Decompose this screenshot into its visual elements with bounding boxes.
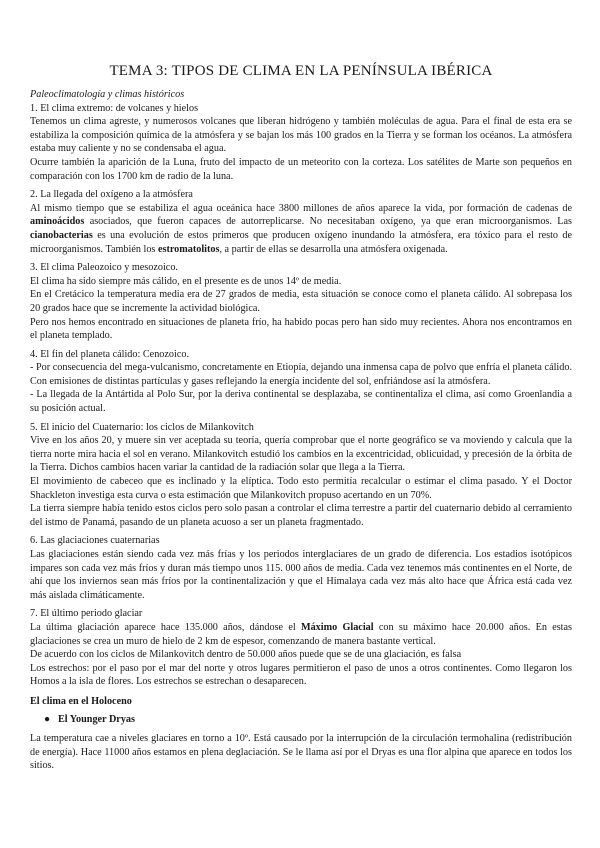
bullet-item [44, 713, 572, 727]
text-run: - La llegada de la Antártida al Polo Sur, por la deriva continental se desplazaba, se continentaliza el clima, así como Groenlandia a su posición actual. [30, 389, 572, 415]
text-run: Vive en los años 20, y muere sin ver aceptada su teoría, quería comprobar que el norte geográfico se va moviendo y calcula que la tierra norte mira hacia el sol en verano. Milankovitch estudió los cambios en la excentricidad, oblicuidad, y precesión de la órbita de la Tierra. Dichos cambios hacen variar la cantidad de la radiación solar que llega a la Tierra. [30, 435, 572, 474]
paragraph [30, 621, 572, 648]
sections-container [30, 102, 572, 689]
text-run: Tenemos un clima agreste, y numerosos volcanes que liberan hidrógeno y también moléculas de agua. Para el final de esta era se estabiliza la composición química de la atmósfera y se bajan los más 100 grados en la Tierra y se forman los océanos. La atmósfera estaba muy caliente y no se condensaba el agua. [30, 116, 572, 155]
bold-term: Máximo Glacial [300, 621, 374, 633]
section-heading: 4. El fin del planeta cálido: Cenozoico. [30, 348, 189, 360]
paragraph [30, 434, 572, 475]
bold-term: aminoácidos [30, 216, 85, 228]
bullet-icon: ● [44, 713, 51, 725]
section [30, 102, 572, 184]
section-heading: 7. El último periodo glaciar [30, 608, 143, 620]
text-run: Pero nos hemos encontrado en situaciones de planeta frío, ha habido pocas pero han sido muy recientes. Ahora nos encontramos en el planeta templado. [30, 316, 572, 342]
bold-term: estromatolitos [157, 243, 220, 255]
bullet-label: El Younger Dryas [58, 713, 135, 725]
text-run: La última glaciación aparece hace 135.000 años, dándose el [30, 621, 301, 633]
document-page [30, 62, 572, 773]
text-run: El clima ha sido siempre más cálido, en el presente es de unos 14º de media. [30, 275, 342, 287]
paragraph [30, 156, 572, 183]
paragraph [30, 475, 572, 502]
text-run: asociados, que fueron capaces de autorreplicarse. No necesitaban oxígeno, ya que eran microorganismos. Las [84, 216, 572, 228]
bold-term: cianobacterias [30, 229, 93, 241]
section [30, 607, 572, 689]
section [30, 188, 572, 256]
section [30, 261, 572, 343]
text-run: De acuerdo con los ciclos de Milankovitch dentro de 50.000 años puede que se de una glaciación, es falsa [30, 649, 462, 661]
text-run: - Por consecuencia del mega-vulcanismo, concretamente en Etiopía, dejando una inmensa capa de polvo que enfría el planeta cálido. Con emisiones de distintas partículas y gases reflejando la energía incidente del sol, enfriándose así la atmósfera. [30, 362, 572, 387]
text-run: El movimiento de cabeceo que es inclinado y la elíptica. Todo esto permitía recalcular o estimar el clima pasado. Y el Doctor Shackleton investiga esta curva o esta estimación que Milankovitch propuso acertando en un 70%. [30, 476, 572, 501]
holoceno-heading: El clima en el Holoceno [30, 695, 132, 707]
section [30, 534, 572, 602]
text-run: con su máximo hace 20.000 años. En estas glaciaciones se crea un muro de hielo de 2 km de espesor, comenzando de manera bastante vertical. [30, 621, 572, 647]
text-run: es una evolución de estos primeros que producen oxígeno inundando la atmósfera, era tóxico para el resto de microorganismos. También los [30, 229, 572, 255]
section-heading: 5. El inicio del Cuaternario: los ciclos de Milankovitch [30, 421, 254, 433]
section-heading: 1. El clima extremo: de volcanes y hielos [30, 102, 199, 114]
paragraph [30, 275, 572, 289]
holoceno-paragraph: La temperatura cae a niveles glaciares en torno a 10º. Está causado por la interrupción de la circulación termohalina (redistribución de energía). Hace 11000 años estamos en plena deglaciación. Se le llama así por el Dryas es una flor alpina que aparece en todos los sitios. [30, 733, 572, 772]
section [30, 348, 572, 416]
section-heading: 6. Las glaciaciones cuaternarias [30, 535, 160, 547]
text-run: Ocurre también la aparición de la Luna, fruto del impacto de un meteorito con la corteza. Los satélites de Marte son pequeños en comparación con los 1700 km de radio de la luna. [30, 156, 572, 182]
paragraph [30, 662, 572, 689]
paragraph [30, 361, 572, 388]
paragraph [30, 648, 572, 662]
text-run: Los estrechos: por el paso por el mar del norte y otros lugares permitieron el paso de unos a otros continentes. Como llegaron los Homos a la isla de flores. Los estrechos se estrechan o desaparecen. [30, 662, 572, 688]
paragraph [30, 316, 572, 343]
text-run: , a partir de ellas se desarrolla una atmósfera oxigenada. [219, 243, 448, 255]
text-run: En el Cretácico la temperatura media era de 27 grados de media, esta situación se conoce como el planeta cálido. Al sobrepasa los 20 grados hace que se incremente la actividad biológica. [30, 289, 572, 314]
page-title: TEMA 3: TIPOS DE CLIMA EN LA PENÍNSULA IBÉRICA [109, 63, 493, 79]
section-heading: 2. La llegada del oxígeno a la atmósfera [30, 189, 193, 201]
paragraph [30, 115, 572, 156]
text-run: Al mismo tiempo que se estabiliza el agua oceánica hace 3800 millones de años aparece la vida, por formación de cadenas de [30, 202, 572, 214]
paragraph [30, 502, 572, 529]
paragraph [30, 202, 572, 256]
paragraph [30, 288, 572, 315]
section-heading: 3. El clima Paleozoico y mesozoico. [30, 262, 178, 274]
text-run: Las glaciaciones están siendo cada vez más frías y los periodos interglaciares de un grado de diferencia. Los estadios isotópicos impares son cada vez más fríos y duran más tiempo unos 115. 000 años de media. Cada vez tenemos más continentes en el Norte, de ahí que los inviernos sean más fríos por la continentalización y que el Himalaya cada vez más alto hace que África está cada vez más aislada climáticamente. [30, 549, 572, 601]
section [30, 421, 572, 530]
page-subtitle: Paleoclimatología y climas históricos [30, 89, 185, 100]
paragraph [30, 388, 572, 415]
text-run: La tierra siempre había tenido estos ciclos pero solo pasan a controlar el clima terrestre a partir del cuaternario debido al cerramiento del istmo de Panamá, pasando de un planeta acuoso a ser un planeta fragmentado. [30, 503, 572, 528]
paragraph [30, 548, 572, 602]
